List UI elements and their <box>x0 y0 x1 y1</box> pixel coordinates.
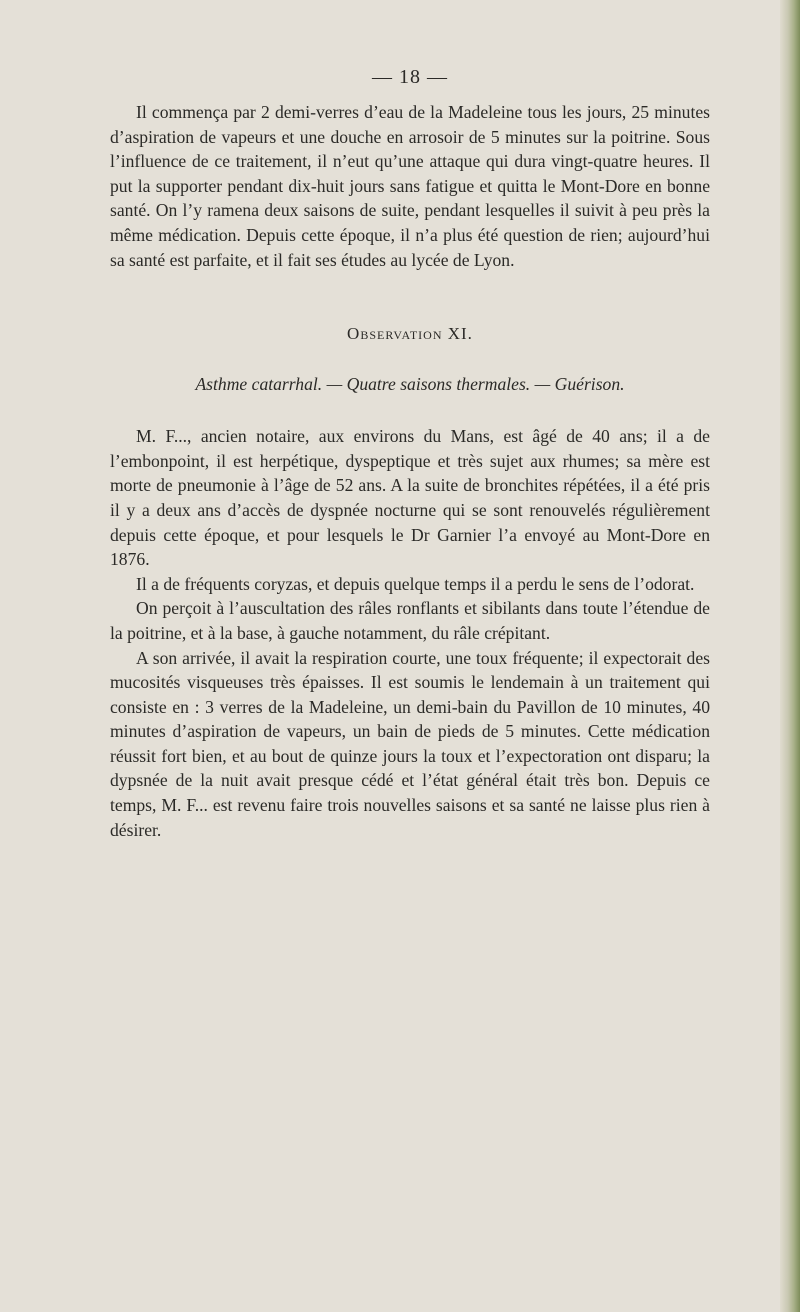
page-number: — 18 — <box>372 66 448 88</box>
observation-subtitle: Asthme catarrhal. — Quatre saisons thermales. — Guérison. <box>195 374 625 395</box>
observation-title: Observation XI. <box>347 324 473 344</box>
intro-paragraph: Il commença par 2 demi-verres d’eau de la Madeleine tous les jours, 25 minutes d’aspiration de vapeurs et une douche en arrosoir de 5 minutes sur la poitrine. Sous l’influence de ce traitement, il n’eut qu’une attaque qui dura vingt-quatre heures. Il put la supporter pendant dix-huit jours sans fatigue et quitta le Mont-Dore en bonne santé. On l’y ramena deux saisons de suite, pendant lesquelles il suivit à peu près la même médication. Depuis cette époque, il n’a plus été question de rien; aujourd’hui sa santé est parfaite, et il fait ses études au lycée de Lyon. <box>110 102 710 270</box>
page-content <box>110 66 710 842</box>
page-edge <box>780 0 800 1312</box>
observation-paragraph-3: On perçoit à l’auscultation des râles ronflants et sibilants dans toute l’étendue de la poitrine, et à la base, à gauche notamment, du râle crépitant. <box>110 598 710 643</box>
observation-paragraph-4: A son arrivée, il avait la respiration courte, une toux fréquente; il expectorait des mucosités visqueuses très épaisses. Il est soumis le lendemain à un traitement qui consiste en : 3 verres de la Madeleine, un demi-bain du Pavillon de 10 minutes, 40 minutes d’aspiration de vapeurs, un bain de pieds de 5 minutes. Cette médication réussit fort bien, et au bout de quinze jours la toux et l’expectoration ont disparu; la dypsnée de la nuit avait presque cédé et l’état général était très bon. Depuis ce temps, M. F... est revenu faire trois nouvelles saisons et sa santé ne laisse plus rien à désirer. <box>110 647 710 840</box>
observation-paragraph-2: Il a de fréquents coryzas, et depuis quelque temps il a perdu le sens de l’odorat. <box>136 573 695 594</box>
observation-paragraph-1: M. F..., ancien notaire, aux environs du Mans, est âgé de 40 ans; il a de l’embonpoint, il est herpétique, dyspeptique et très sujet aux rhumes; sa mère est morte de pneumonie à l’âge de 52 ans. A la suite de bronchites répétées, il a été pris il y a deux ans d’accès de dyspnée nocturne qui se sont renouvelés régulièrement depuis cette époque, et pour lesquels le Dr Garnier l’a envoyé au Mont-Dore en 1876. <box>110 426 710 570</box>
